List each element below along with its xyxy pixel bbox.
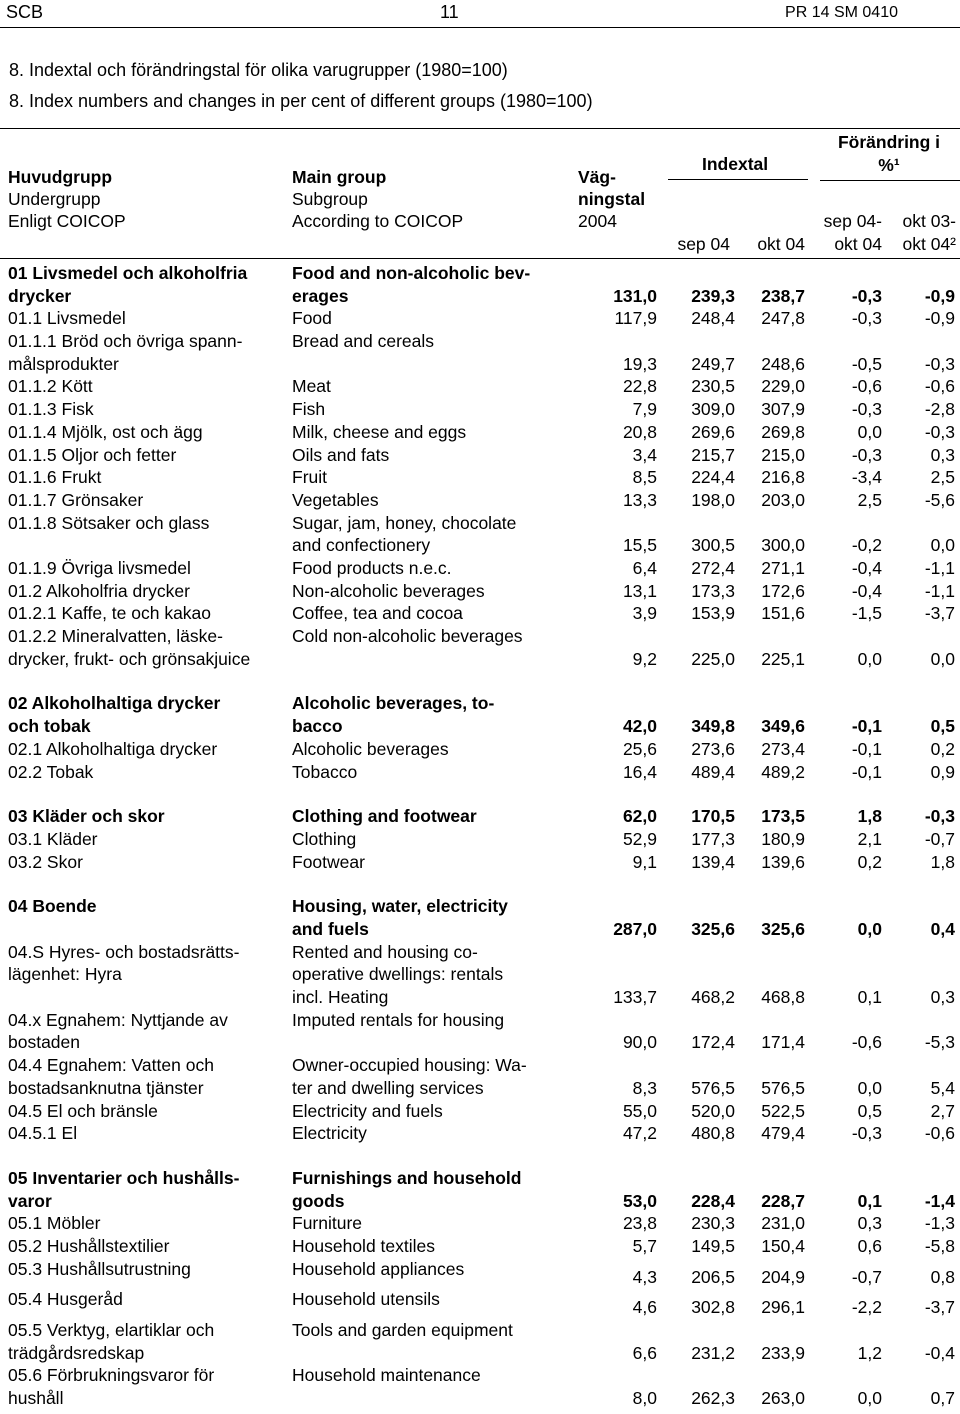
index-okt04-cell: 269,8: [761, 421, 805, 442]
row-label-sv: 04.4 Egnahem: Vatten och bostadsanknutna tjänster: [8, 1055, 214, 1098]
change-year-cell: 0,3: [930, 444, 955, 465]
change-year-cell: 0,0: [930, 648, 955, 669]
header-weight-year: 2004: [578, 211, 617, 231]
row-label-sv: 01.1.2 Kött: [8, 376, 93, 397]
table-row: [0, 1167, 960, 1212]
table-row: [0, 1288, 960, 1319]
table-row: [0, 1212, 960, 1235]
row-label-en: Imputed rentals for housing: [292, 1009, 505, 1030]
row-label-sv: 04.S Hyres- och bostadsrätts- lägenhet: Hyra: [8, 941, 240, 985]
row-label-sv: 04 Boende: [8, 896, 97, 917]
change-year-cell: -1,1: [924, 580, 955, 601]
table-row: [0, 602, 960, 625]
index-okt04-cell: 231,0: [761, 1213, 805, 1234]
weight-cell: 117,9: [614, 308, 657, 329]
table-row: [0, 262, 960, 307]
index-okt04-cell: 522,5: [761, 1100, 805, 1121]
section-gap: [0, 783, 960, 805]
weight-cell: 13,1: [622, 580, 657, 601]
change-year-cell: -3,7: [924, 1297, 955, 1318]
change-month-cell: -0,3: [851, 1123, 882, 1144]
weight-cell: 8,5: [632, 467, 657, 488]
weight-cell: 13,3: [622, 489, 657, 510]
weight-cell: 62,0: [622, 806, 657, 827]
change-month-cell: -0,2: [851, 535, 882, 556]
row-label-sv: 03 Kläder och skor: [8, 806, 165, 827]
change-month-cell: -2,2: [851, 1297, 882, 1318]
change-month-cell: -0,3: [851, 308, 882, 329]
header-chg1-a: sep 04-: [823, 211, 882, 231]
change-year-cell: -0,3: [924, 353, 955, 374]
change-year-cell: -0,9: [924, 285, 955, 306]
table-row: [0, 421, 960, 444]
index-okt04-cell: 248,6: [761, 353, 805, 374]
change-year-cell: -0,3: [924, 806, 955, 827]
header-weight-1: Väg-: [578, 167, 616, 187]
header-undergrupp: Undergrupp: [8, 189, 101, 209]
row-label-sv: 05 Inventarier och hushålls- varor: [8, 1167, 240, 1211]
change-month-cell: -1,5: [851, 603, 882, 624]
weight-cell: 52,9: [622, 828, 657, 849]
change-year-cell: -1,3: [924, 1213, 955, 1234]
section-gap: [0, 1145, 960, 1167]
table-row: [0, 895, 960, 940]
change-month-cell: 0,0: [857, 1077, 882, 1098]
index-sep04-cell: 302,8: [691, 1297, 735, 1318]
row-label-sv: 02.1 Alkoholhaltiga drycker: [8, 738, 218, 759]
index-sep04-cell: 177,3: [691, 828, 735, 849]
index-sep04-cell: 468,2: [691, 987, 735, 1008]
change-year-cell: 0,5: [930, 716, 955, 737]
table-row: [0, 1235, 960, 1258]
row-label-sv: 05.5 Verktyg, elartiklar och trädgårdsredskap: [8, 1320, 215, 1363]
index-okt04-cell: 238,7: [761, 285, 805, 306]
header-forandring: Förändring i: [837, 132, 941, 152]
row-label-en: Fish: [292, 399, 326, 420]
index-sep04-cell: 153,9: [691, 603, 735, 624]
index-okt04-cell: 216,8: [761, 467, 805, 488]
table-row: [0, 1319, 960, 1364]
weight-cell: 47,2: [622, 1123, 657, 1144]
change-month-cell: -3,4: [851, 467, 882, 488]
change-year-cell: 0,7: [930, 1388, 955, 1409]
index-okt04-cell: 263,0: [761, 1388, 805, 1409]
index-sep04-cell: 139,4: [691, 851, 735, 872]
row-label-en: Meat: [292, 376, 331, 397]
header-main-group: Main group: [292, 167, 387, 187]
indextal-rule: [668, 179, 808, 180]
change-month-cell: -0,6: [851, 376, 882, 397]
weight-cell: 55,0: [622, 1100, 657, 1121]
table-top-rule: [0, 128, 960, 129]
change-year-cell: 0,8: [930, 1266, 955, 1287]
index-okt04-cell: 215,0: [761, 444, 805, 465]
header-left: SCB: [6, 2, 44, 22]
header-rule: [0, 27, 960, 28]
index-okt04-cell: 172,6: [761, 580, 805, 601]
section-gap: [0, 873, 960, 895]
row-label-sv: 01.1.9 Övriga livsmedel: [8, 557, 191, 578]
forandring-rule: [820, 180, 960, 181]
row-label-sv: 02.2 Tobak: [8, 761, 94, 782]
row-label-sv: 01.1 Livsmedel: [8, 308, 126, 329]
row-label-en: Bread and cereals: [292, 331, 435, 352]
change-month-cell: 0,0: [857, 918, 882, 939]
index-sep04-cell: 224,4: [691, 467, 735, 488]
index-okt04-cell: 204,9: [761, 1266, 805, 1287]
table-row: [0, 941, 960, 1009]
index-sep04-cell: 172,4: [691, 1032, 735, 1053]
index-sep04-cell: 576,5: [691, 1077, 735, 1098]
header-according-to-coicop: According to COICOP: [292, 211, 464, 231]
weight-cell: 131,0: [613, 285, 657, 306]
row-label-en: Food: [292, 308, 332, 329]
index-sep04-cell: 300,5: [691, 535, 735, 556]
row-label-en: Furniture: [292, 1213, 363, 1234]
change-year-cell: -5,6: [924, 489, 955, 510]
change-month-cell: -0,1: [851, 738, 882, 759]
index-sep04-cell: 520,0: [691, 1100, 735, 1121]
index-sep04-cell: 230,5: [691, 376, 735, 397]
index-okt04-cell: 489,2: [761, 761, 805, 782]
weight-cell: 19,3: [622, 353, 657, 374]
table-title-sv: 8. Indextal och förändringstal för olika varugrupper (1980=100): [9, 60, 508, 80]
index-sep04-cell: 225,0: [691, 648, 735, 669]
change-month-cell: -0,7: [851, 1266, 882, 1287]
row-label-sv: 01.1.8 Sötsaker och glass: [8, 512, 210, 533]
header-chg2-b: okt 04²: [902, 234, 956, 254]
index-okt04-cell: 576,5: [761, 1077, 805, 1098]
weight-cell: 3,9: [632, 603, 657, 624]
index-sep04-cell: 349,8: [691, 716, 735, 737]
weight-cell: 90,0: [622, 1032, 657, 1053]
index-okt04-cell: 228,7: [761, 1190, 805, 1211]
change-month-cell: 0,1: [857, 1190, 882, 1211]
index-sep04-cell: 309,0: [691, 399, 735, 420]
row-label-en: Tools and garden equipment: [292, 1320, 513, 1341]
row-label-en: Furnishings and household goods: [292, 1167, 522, 1211]
index-sep04-cell: 206,5: [691, 1266, 735, 1287]
index-okt04-cell: 300,0: [761, 535, 805, 556]
change-month-cell: -0,6: [851, 1032, 882, 1053]
row-label-en: Non-alcoholic beverages: [292, 580, 485, 601]
header-forandring-pct: %¹: [878, 155, 900, 175]
table-row: [0, 489, 960, 512]
index-okt04-cell: 273,4: [761, 738, 805, 759]
change-month-cell: -0,3: [851, 399, 882, 420]
table-row: [0, 1364, 960, 1409]
change-year-cell: -0,9: [924, 308, 955, 329]
header-subgroup: Subgroup: [292, 189, 368, 209]
change-year-cell: 0,3: [930, 987, 955, 1008]
change-year-cell: 0,2: [930, 738, 955, 759]
row-label-sv: 05.3 Hushållsutrustning: [8, 1258, 191, 1279]
index-sep04-cell: 228,4: [691, 1190, 735, 1211]
row-label-sv: 01.1.6 Frukt: [8, 467, 102, 488]
weight-cell: 4,6: [632, 1297, 657, 1318]
index-sep04-cell: 272,4: [691, 557, 735, 578]
row-label-sv: 05.6 Förbrukningsvaror för hushåll: [8, 1365, 215, 1409]
weight-cell: 4,3: [632, 1266, 657, 1287]
weight-cell: 8,0: [632, 1388, 657, 1409]
row-label-sv: 04.5 El och bränsle: [8, 1100, 158, 1121]
row-label-en: Owner-occupied housing: Wa- ter and dwelling services: [292, 1055, 527, 1098]
change-month-cell: 0,0: [857, 1388, 882, 1409]
row-label-sv: 04.5.1 El: [8, 1123, 78, 1144]
header-bottom-rule: [0, 258, 960, 259]
change-month-cell: -0,1: [851, 761, 882, 782]
index-sep04-cell: 273,6: [691, 738, 735, 759]
change-year-cell: 1,8: [930, 851, 955, 872]
table-title-en: 8. Index numbers and changes in per cent of different groups (1980=100): [9, 91, 593, 111]
index-sep04-cell: 170,5: [691, 806, 735, 827]
change-month-cell: -0,3: [851, 285, 882, 306]
row-label-en: Oils and fats: [292, 444, 390, 465]
index-okt04-cell: 349,6: [761, 716, 805, 737]
weight-cell: 22,8: [622, 376, 657, 397]
index-okt04-cell: 203,0: [761, 489, 805, 510]
weight-cell: 9,1: [632, 851, 657, 872]
row-label-en: Milk, cheese and eggs: [292, 421, 467, 442]
index-okt04-cell: 171,4: [761, 1032, 805, 1053]
change-year-cell: -5,3: [924, 1032, 955, 1053]
table-body: [0, 262, 960, 1410]
change-year-cell: -0,3: [924, 421, 955, 442]
header-chg2-a: okt 03-: [902, 211, 956, 231]
table-row: [0, 375, 960, 398]
row-label-sv: 01.1.1 Bröd och övriga spann- målsprodukter: [8, 331, 243, 374]
row-label-sv: 01 Livsmedel och alkoholfria drycker: [8, 263, 248, 306]
weight-cell: 42,0: [622, 716, 657, 737]
row-label-sv: 01.1.5 Oljor och fetter: [8, 444, 177, 465]
index-okt04-cell: 468,8: [761, 987, 805, 1008]
change-year-cell: 0,9: [930, 761, 955, 782]
weight-cell: 133,7: [613, 987, 657, 1008]
weight-cell: 15,5: [622, 535, 657, 556]
change-year-cell: -1,4: [924, 1190, 955, 1211]
index-sep04-cell: 249,7: [691, 353, 735, 374]
table-row: [0, 1100, 960, 1123]
table-row: [0, 1054, 960, 1099]
change-year-cell: 2,5: [930, 467, 955, 488]
table-row: [0, 466, 960, 489]
row-label-en: Alcoholic beverages, to- bacco: [292, 693, 495, 737]
weight-cell: 8,3: [632, 1077, 657, 1098]
index-okt04-cell: 325,6: [761, 918, 805, 939]
weight-cell: 9,2: [632, 648, 657, 669]
index-okt04-cell: 229,0: [761, 376, 805, 397]
index-okt04-cell: 225,1: [761, 648, 805, 669]
table-row: [0, 557, 960, 580]
weight-cell: 23,8: [622, 1213, 657, 1234]
change-year-cell: -0,7: [924, 828, 955, 849]
index-okt04-cell: 233,9: [761, 1342, 805, 1363]
index-okt04-cell: 150,4: [761, 1235, 805, 1256]
change-month-cell: -0,3: [851, 444, 882, 465]
row-label-en: Coffee, tea and cocoa: [292, 603, 463, 624]
row-label-sv: 01.2.2 Mineralvatten, läske- drycker, frukt- och grönsakjuice: [8, 626, 251, 669]
row-label-en: Clothing: [292, 828, 357, 849]
table-row: [0, 761, 960, 784]
table-row: [0, 330, 960, 375]
table-row: [0, 307, 960, 330]
row-label-en: Clothing and footwear: [292, 806, 477, 827]
row-label-sv: 01.2.1 Kaffe, te och kakao: [8, 603, 212, 624]
change-year-cell: 5,4: [930, 1077, 955, 1098]
change-month-cell: 0,2: [857, 851, 882, 872]
weight-cell: 53,0: [622, 1190, 657, 1211]
table-row: [0, 398, 960, 421]
change-year-cell: -5,8: [924, 1235, 955, 1256]
page-header: [0, 0, 960, 28]
change-month-cell: 0,1: [857, 987, 882, 1008]
change-month-cell: 2,1: [857, 828, 882, 849]
row-label-sv: 03.2 Skor: [8, 851, 83, 872]
table-row: [0, 625, 960, 670]
row-label-en: Household maintenance: [292, 1365, 481, 1386]
change-month-cell: 1,8: [857, 806, 882, 827]
table-row: [0, 828, 960, 851]
change-year-cell: -0,4: [924, 1342, 955, 1363]
change-year-cell: -1,1: [924, 557, 955, 578]
table-row: [0, 738, 960, 761]
index-okt04-cell: 479,4: [761, 1123, 805, 1144]
weight-cell: 3,4: [632, 444, 657, 465]
header-sep04: sep 04: [677, 234, 730, 254]
row-label-en: Tobacco: [292, 761, 358, 782]
index-sep04-cell: 325,6: [691, 918, 735, 939]
change-month-cell: 0,6: [857, 1235, 882, 1256]
header-enligt-coicop: Enligt COICOP: [8, 211, 126, 231]
weight-cell: 6,4: [632, 557, 657, 578]
weight-cell: 25,6: [622, 738, 657, 759]
table-row: [0, 1009, 960, 1054]
table-row: [0, 692, 960, 737]
row-label-en: Rented and housing co- operative dwellings: rentals incl. Heating: [292, 941, 504, 1008]
change-year-cell: -3,7: [924, 603, 955, 624]
index-sep04-cell: 489,4: [691, 761, 735, 782]
index-sep04-cell: 215,7: [691, 444, 735, 465]
index-sep04-cell: 480,8: [691, 1123, 735, 1144]
row-label-sv: 05.4 Husgeråd: [8, 1289, 123, 1310]
row-label-sv: 01.1.4 Mjölk, ost och ägg: [8, 421, 203, 442]
header-indextal: Indextal: [702, 154, 769, 174]
index-sep04-cell: 262,3: [691, 1388, 735, 1409]
weight-cell: 5,7: [632, 1235, 657, 1256]
row-label-en: Household appliances: [292, 1258, 465, 1279]
change-month-cell: -0,5: [851, 353, 882, 374]
header-okt04: okt 04: [757, 234, 805, 254]
page-number: 11: [440, 2, 459, 22]
change-month-cell: -0,4: [851, 557, 882, 578]
table-row: [0, 1258, 960, 1289]
row-label-en: Alcoholic beverages: [292, 738, 449, 759]
change-year-cell: 2,7: [930, 1100, 955, 1121]
row-label-en: Footwear: [292, 851, 365, 872]
row-label-sv: 01.2 Alkoholfria drycker: [8, 580, 190, 601]
index-sep04-cell: 248,4: [691, 308, 735, 329]
index-sep04-cell: 269,6: [691, 421, 735, 442]
index-okt04-cell: 173,5: [761, 806, 805, 827]
change-month-cell: -0,4: [851, 580, 882, 601]
row-label-sv: 03.1 Kläder: [8, 828, 98, 849]
index-sep04-cell: 198,0: [691, 489, 735, 510]
change-year-cell: -0,6: [924, 376, 955, 397]
index-okt04-cell: 247,8: [761, 308, 805, 329]
table-row: [0, 851, 960, 874]
change-month-cell: 0,3: [857, 1213, 882, 1234]
row-label-sv: 04.x Egnahem: Nyttjande av bostaden: [8, 1009, 228, 1053]
row-label-en: Housing, water, electricity and fuels: [292, 896, 508, 939]
row-label-en: Household textiles: [292, 1235, 435, 1256]
header-huvudgrupp: Huvudgrupp: [8, 167, 113, 187]
table-row: [0, 512, 960, 557]
table-row: [0, 805, 960, 828]
index-sep04-cell: 239,3: [691, 285, 735, 306]
row-label-sv: 02 Alkoholhaltiga drycker och tobak: [8, 693, 221, 737]
change-year-cell: -0,6: [924, 1123, 955, 1144]
change-month-cell: 1,2: [857, 1342, 882, 1363]
section-gap: [0, 670, 960, 692]
row-label-en: Cold non-alcoholic beverages: [292, 626, 523, 647]
index-sep04-cell: 149,5: [691, 1235, 735, 1256]
table-row: [0, 580, 960, 603]
row-label-sv: 01.1.3 Fisk: [8, 399, 94, 420]
index-sep04-cell: 173,3: [691, 580, 735, 601]
index-okt04-cell: 307,9: [761, 399, 805, 420]
index-okt04-cell: 271,1: [761, 557, 805, 578]
change-month-cell: 0,5: [857, 1100, 882, 1121]
table-row: [0, 1122, 960, 1145]
header-weight-2: ningstal: [578, 189, 646, 209]
row-label-en: Electricity and fuels: [292, 1100, 443, 1121]
row-label-en: Fruit: [292, 467, 327, 488]
header-chg1-b: okt 04: [834, 234, 882, 254]
row-label-en: Household utensils: [292, 1289, 440, 1310]
change-month-cell: -0,1: [851, 716, 882, 737]
index-okt04-cell: 296,1: [761, 1297, 805, 1318]
change-month-cell: 2,5: [857, 489, 882, 510]
row-label-en: Food products n.e.c.: [292, 557, 452, 578]
change-year-cell: 0,0: [930, 535, 955, 556]
weight-cell: 6,6: [632, 1342, 657, 1363]
row-label-en: Food and non-alcoholic bev- erages: [292, 263, 531, 306]
row-label-en: Electricity: [292, 1123, 367, 1144]
index-okt04-cell: 139,6: [761, 851, 805, 872]
index-sep04-cell: 231,2: [691, 1342, 735, 1363]
row-label-sv: 01.1.7 Grönsaker: [8, 489, 144, 510]
change-month-cell: 0,0: [857, 421, 882, 442]
weight-cell: 16,4: [622, 761, 657, 782]
change-month-cell: 0,0: [857, 648, 882, 669]
weight-cell: 287,0: [613, 918, 657, 939]
weight-cell: 20,8: [622, 421, 657, 442]
change-year-cell: -2,8: [924, 399, 955, 420]
row-label-sv: 05.2 Hushållstextilier: [8, 1235, 170, 1256]
change-year-cell: 0,4: [930, 918, 955, 939]
index-okt04-cell: 151,6: [761, 603, 805, 624]
header-right: PR 14 SM 0410: [785, 4, 898, 21]
row-label-sv: 05.1 Möbler: [8, 1213, 101, 1234]
table-row: [0, 444, 960, 467]
index-okt04-cell: 180,9: [761, 828, 805, 849]
row-label-en: Sugar, jam, honey, chocolate and confectionery: [292, 512, 517, 556]
row-label-en: Vegetables: [292, 489, 379, 510]
weight-cell: 7,9: [632, 399, 657, 420]
index-sep04-cell: 230,3: [691, 1213, 735, 1234]
